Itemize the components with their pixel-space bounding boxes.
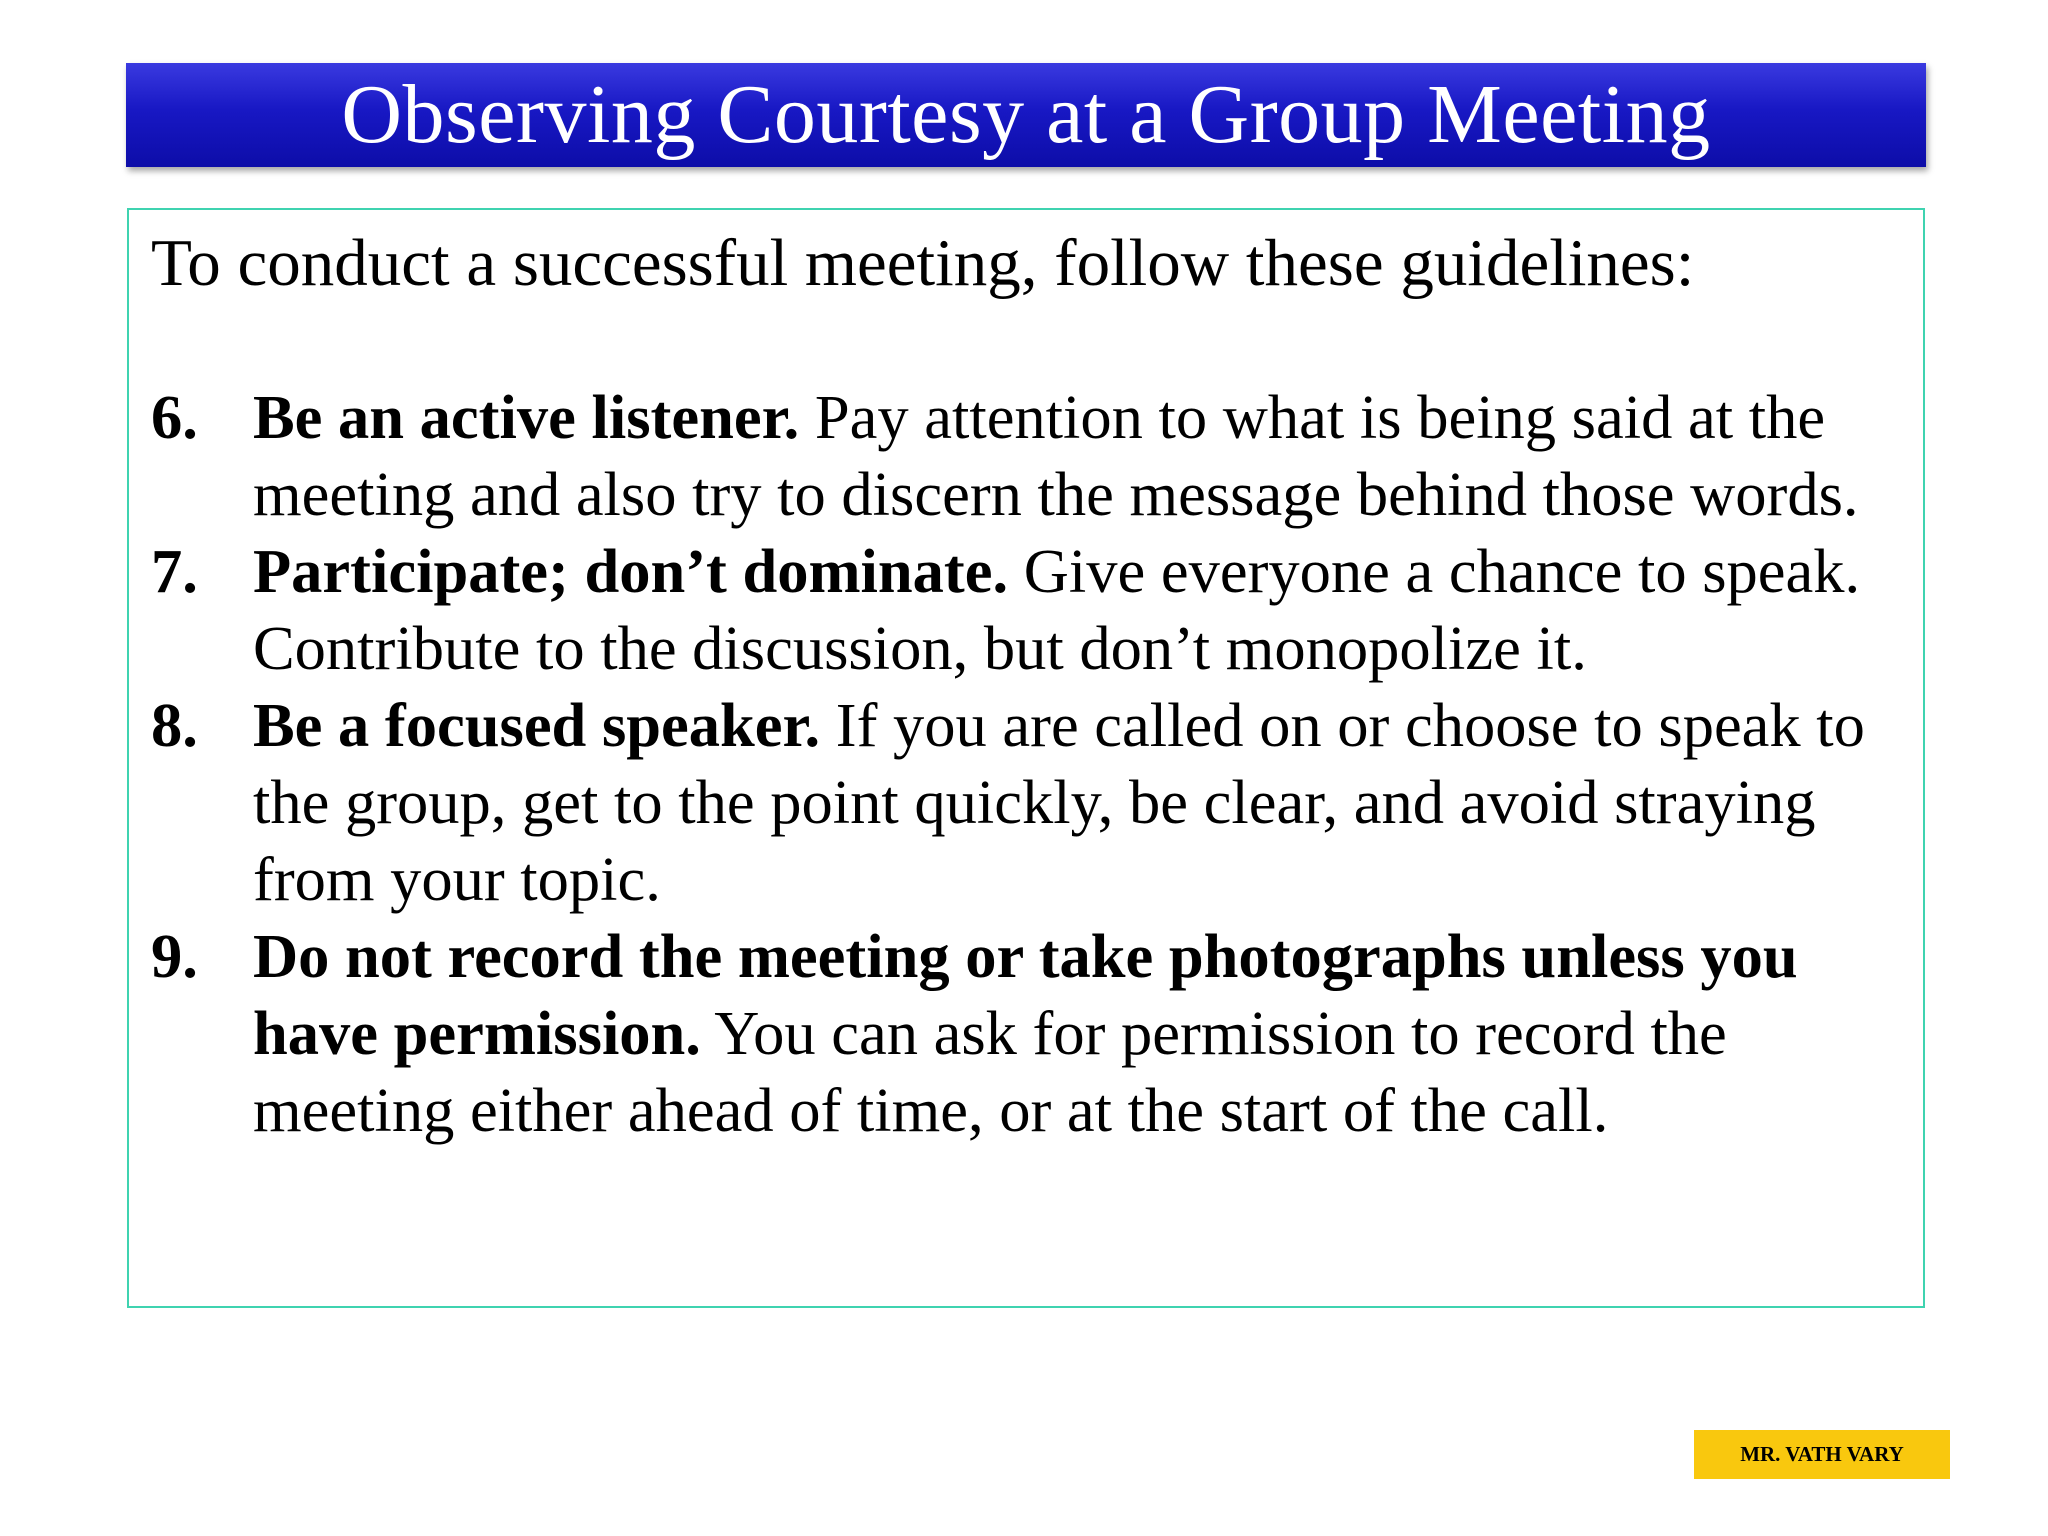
- guideline-number: 7.: [151, 536, 198, 606]
- guideline-item-6: [151, 379, 1903, 533]
- slide-title-bar: [126, 63, 1926, 167]
- author-badge-label: MR. VATH VARY: [1740, 1442, 1904, 1466]
- guideline-number: 6.: [151, 382, 198, 452]
- guideline-body: [253, 379, 1903, 533]
- guideline-heading: Be an active listener.: [253, 382, 800, 452]
- guideline-item-9: [151, 918, 1903, 1149]
- author-badge: [1694, 1430, 1950, 1479]
- guideline-heading: Be a focused speaker.: [253, 690, 821, 760]
- content-box: [127, 208, 1925, 1308]
- guideline-text: Give everyone a chance to speak. Contribute to the discussion, but don’t monopolize it.: [253, 536, 1861, 683]
- guideline-number: 8.: [151, 690, 198, 760]
- intro-text: To conduct a successful meeting, follow these guidelines:: [151, 226, 1695, 300]
- guideline-heading: Participate; don’t dominate.: [253, 536, 1009, 606]
- guideline-heading: Do not record the meeting or take photographs unless you have permission.: [253, 921, 1798, 1068]
- guideline-text: Pay attention to what is being said at the meeting and also try to discern the message behind those words.: [253, 382, 1859, 529]
- guideline-body: [253, 687, 1903, 918]
- guideline-body: [253, 533, 1903, 687]
- guideline-item-8: [151, 687, 1903, 918]
- slide-title: Observing Courtesy at a Group Meeting: [341, 68, 1711, 161]
- guideline-item-7: [151, 533, 1903, 687]
- guideline-number: 9.: [151, 921, 198, 991]
- guideline-body: [253, 918, 1903, 1149]
- guideline-text: You can ask for permission to record the meeting either ahead of time, or at the start of the call.: [253, 998, 1727, 1145]
- guideline-list: [151, 379, 1903, 1149]
- guideline-text: If you are called on or choose to speak to the group, get to the point quickly, be clear, and avoid straying from your topic.: [253, 690, 1865, 914]
